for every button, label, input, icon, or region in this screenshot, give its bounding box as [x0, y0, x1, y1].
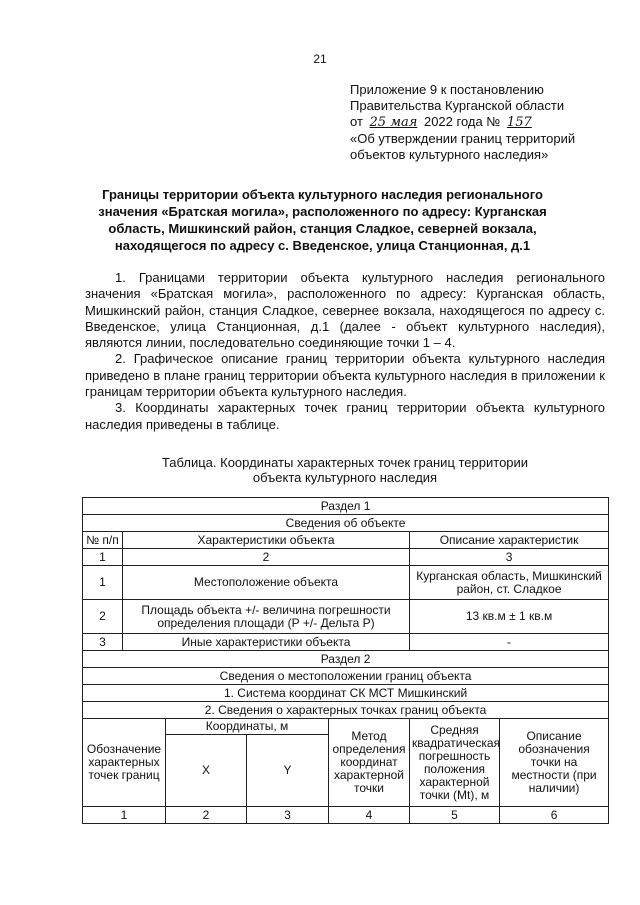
points-info: 2. Сведения о характерных точках границ объекта: [83, 702, 609, 719]
table-row: [83, 719, 609, 735]
point-index-5: 5: [410, 807, 500, 824]
row-3-name: Иные характеристики объекта: [123, 634, 410, 651]
appendix-from: от: [350, 114, 363, 129]
table-row: [83, 651, 609, 668]
appendix-line-1: Приложение 9 к постановлению: [350, 82, 544, 97]
row-1-value: Курганская область, Мишкинский район, ст. Сладкое: [410, 566, 609, 600]
point-index-1: 1: [83, 807, 166, 824]
table-row: [83, 532, 609, 549]
paragraph-1: 1. Границами территории объекта культурного наследия регионального значения «Братская могила», расположенного по адресу: Курганская область, Мишкинский район, станция Сладкое, севернее вокзала, находящегося по адресу с. Введенское, улица Станционная, д.1 (далее - объект культурного наследия), являются линии, последовательно соединяющие точки 1 – 4.: [85, 270, 605, 351]
table-row: [83, 634, 609, 651]
row-2-num: 2: [83, 600, 123, 634]
point-index-2: 2: [166, 807, 247, 824]
page-number: 21: [313, 52, 327, 66]
table-row: [83, 515, 609, 532]
table-row: [83, 807, 609, 824]
header-point-designation: Обозначение характерных точек границ: [83, 719, 166, 807]
title-line-3: область, Мишкинский район, станция Сладкое, северней вокзала,: [108, 221, 537, 236]
paragraph-3: 3. Координаты характерных точек границ территории объекта культурного наследия приведены в таблице.: [85, 400, 605, 432]
coordinates-table: [82, 497, 609, 824]
header-characteristics: Характеристики объекта: [123, 532, 410, 549]
row-3-num: 3: [83, 634, 123, 651]
header-index-3: 3: [410, 549, 609, 566]
section-1-subheader: Сведения об объекте: [83, 515, 609, 532]
table-caption: [85, 455, 605, 485]
table-row: [83, 498, 609, 515]
row-1-name: Местоположение объекта: [123, 566, 410, 600]
table-row: [83, 600, 609, 634]
row-3-value: -: [410, 634, 609, 651]
header-rms-error: Средняя квадратическая погрешность положения характерной точки (Mt), м: [410, 719, 500, 807]
paragraph-2: 2. Графическое описание границ территории объекта культурного наследия приведено в плане границ территории объекта культурного наследия в приложении к границам территории объекта культурного наследия.: [85, 351, 605, 400]
appendix-number-label: №: [486, 114, 501, 129]
table-row: [83, 685, 609, 702]
title-line-2: значения «Братская могила», расположенного по адресу: Курганская: [98, 204, 547, 219]
section-2-subheader: Сведения о местоположении границ объекта: [83, 668, 609, 685]
point-index-6: 6: [500, 807, 609, 824]
section-2-header: Раздел 2: [83, 651, 609, 668]
body-text: [85, 270, 605, 433]
table-row: [83, 549, 609, 566]
table-caption-line-2: объекта культурного наследия: [252, 470, 438, 485]
coordinate-system: 1. Система координат СК МСТ Мишкинский: [83, 685, 609, 702]
table-row: [83, 702, 609, 719]
row-1-num: 1: [83, 566, 123, 600]
appendix-line-2: Правительства Курганской области: [350, 98, 565, 113]
appendix-number-handwritten: 157: [506, 115, 532, 130]
header-location-description: Описание обозначения точки на местности (при наличии): [500, 719, 609, 807]
row-2-name: Площадь объекта +/- величина погрешности определения площади (Р +/- Дельта Р): [123, 600, 410, 634]
table-caption-line-1: Таблица. Координаты характерных точек границ территории: [161, 455, 529, 470]
header-y: Y: [247, 735, 329, 807]
header-coordinates: Координаты, м: [166, 719, 329, 735]
appendix-year: 2022 года: [423, 114, 483, 129]
point-index-4: 4: [329, 807, 410, 824]
section-1-header: Раздел 1: [83, 498, 609, 515]
header-index-1: 1: [83, 549, 123, 566]
appendix-date-handwritten: 25 мая: [369, 115, 418, 130]
header-method: Метод определения координат характерной точки: [329, 719, 410, 807]
appendix-header: [350, 82, 620, 163]
title-line-4: находящегося по адресу с. Введенское, улица Станционная, д.1: [114, 238, 531, 253]
header-x: X: [166, 735, 247, 807]
title-line-1: Границы территории объекта культурного наследия регионального: [102, 187, 543, 202]
header-num: № п/п: [83, 532, 123, 549]
table-row: [83, 668, 609, 685]
document-title: [70, 186, 575, 254]
header-index-2: 2: [123, 549, 410, 566]
header-description: Описание характеристик: [410, 532, 609, 549]
table-row: [83, 566, 609, 600]
appendix-line-5: объектов культурного наследия»: [350, 147, 549, 162]
point-index-3: 3: [247, 807, 329, 824]
appendix-line-4: «Об утверждении границ территорий: [350, 131, 576, 146]
row-2-value: 13 кв.м ± 1 кв.м: [410, 600, 609, 634]
appendix-line-3: [350, 114, 620, 131]
